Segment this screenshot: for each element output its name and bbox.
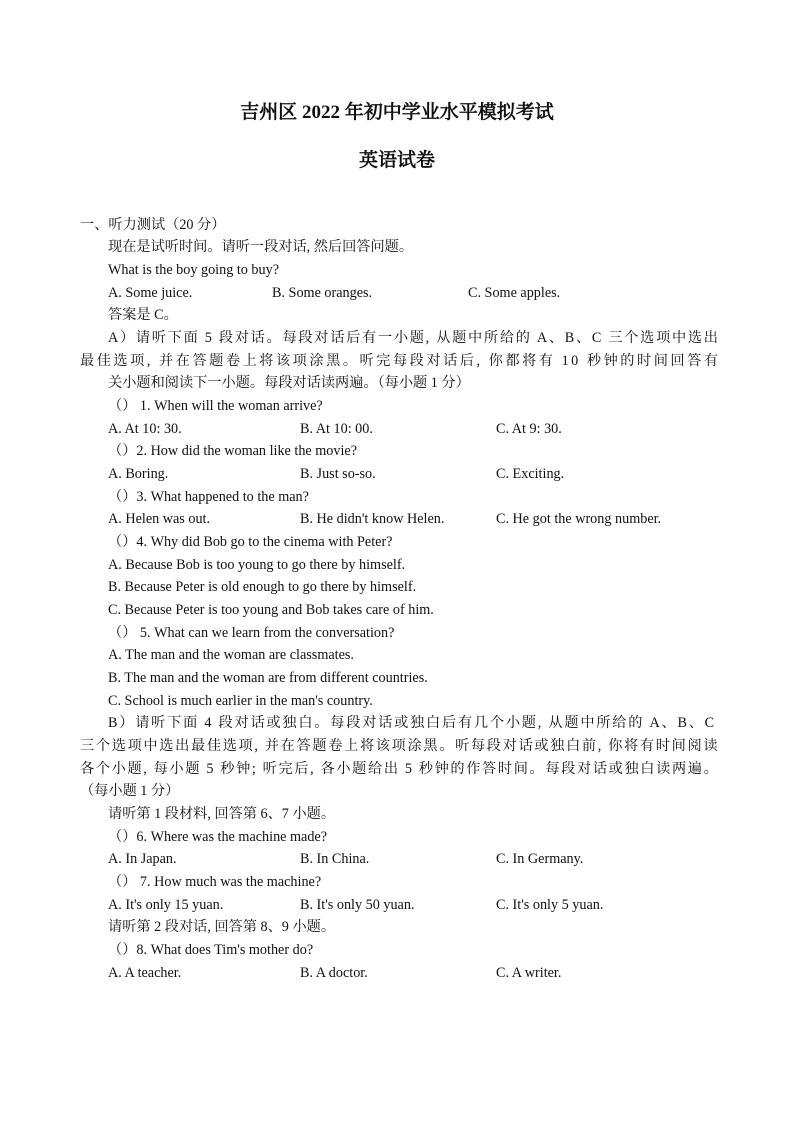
q7-option-c: C. It's only 5 yuan. xyxy=(496,897,604,913)
part-a-instructions-3: 关小题和阅读下一小题。每段对话读两遍。（每小题 1 分） xyxy=(108,375,470,391)
q7-option-b: B. It's only 50 yuan. xyxy=(300,897,415,913)
q7-option-a: A. It's only 15 yuan. xyxy=(108,897,224,913)
exam-subtitle: 英语试卷 xyxy=(358,150,435,171)
question-6: （）6. Where was the machine made? xyxy=(108,829,328,845)
q2-option-a: A. Boring. xyxy=(108,466,169,482)
part-b-instructions-1: B）请听下面 4 段对话或独白。每段对话或独白后有几个小题, 从题中所给的 A、B、C xyxy=(108,715,716,731)
q6-option-a: A. In Japan. xyxy=(108,851,177,867)
segment-1-instruction: 请听第 1 段材料, 回答第 6、7 小题。 xyxy=(108,806,336,822)
part-b-instructions-3: 各个小题, 每小题 5 秒钟; 听完后, 各小题给出 5 秒钟的作答时间。每段对话或独白读两遍。 xyxy=(80,761,720,777)
q8-option-c: C. A writer. xyxy=(496,965,562,981)
sample-option-b: B. Some oranges. xyxy=(272,285,373,301)
part-a-instructions-2: 最佳选项, 并在答题卷上将该项涂黑。听完每段对话后, 你都将有 10 秒钟的时间回答有 xyxy=(80,353,721,369)
question-8: （）8. What does Tim's mother do? xyxy=(108,942,314,958)
sample-question: What is the boy going to buy? xyxy=(108,262,280,278)
q4-option-a: A. Because Bob is too young to go there by himself. xyxy=(108,557,406,573)
question-4: （）4. Why did Bob go to the cinema with Peter? xyxy=(108,534,393,550)
q5-option-c: C. School is much earlier in the man's country. xyxy=(108,693,373,709)
q1-option-c: C. At 9: 30. xyxy=(496,421,562,437)
q5-option-b: B. The man and the woman are from different countries. xyxy=(108,670,428,686)
question-1: （） 1. When will the woman arrive? xyxy=(108,398,323,414)
q3-option-c: C. He got the wrong number. xyxy=(496,511,662,527)
question-3: （）3. What happened to the man? xyxy=(108,489,309,505)
q5-option-a: A. The man and the woman are classmates. xyxy=(108,647,354,663)
trial-intro: 现在是试听时间。请听一段对话, 然后回答问题。 xyxy=(108,239,414,255)
q6-option-b: B. In China. xyxy=(300,851,370,867)
exam-title: 吉州区 2022 年初中学业水平模拟考试 xyxy=(240,102,554,123)
part-b-instructions-4: （每小题 1 分） xyxy=(80,783,180,799)
part-a-instructions-1: A）请听下面 5 段对话。每段对话后有一小题, 从题中所给的 A、B、C 三个选项中选出 xyxy=(108,330,720,346)
sample-answer: 答案是 C。 xyxy=(108,307,178,323)
part-b-instructions-2: 三个选项中选出最佳选项, 并在答题卷上将该项涂黑。听每段对话或独白前, 你将有时间阅读 xyxy=(80,738,720,754)
sample-option-a: A. Some juice. xyxy=(108,285,193,301)
segment-2-instruction: 请听第 2 段对话, 回答第 8、9 小题。 xyxy=(108,919,336,935)
q2-option-b: B. Just so-so. xyxy=(300,466,376,482)
q3-option-b: B. He didn't know Helen. xyxy=(300,511,445,527)
question-7: （） 7. How much was the machine? xyxy=(108,874,322,890)
section-heading: 一、听力测试（20 分） xyxy=(80,217,226,233)
q4-option-b: B. Because Peter is old enough to go there by himself. xyxy=(108,579,417,595)
q1-option-b: B. At 10: 00. xyxy=(300,421,373,437)
sample-option-c: C. Some apples. xyxy=(468,285,561,301)
question-2: （）2. How did the woman like the movie? xyxy=(108,443,358,459)
q1-option-a: A. At 10: 30. xyxy=(108,421,182,437)
q3-option-a: A. Helen was out. xyxy=(108,511,211,527)
question-5: （） 5. What can we learn from the conversation? xyxy=(108,625,395,641)
q4-option-c: C. Because Peter is too young and Bob takes care of him. xyxy=(108,602,434,618)
q2-option-c: C. Exciting. xyxy=(496,466,565,482)
q8-option-a: A. A teacher. xyxy=(108,965,182,981)
q6-option-c: C. In Germany. xyxy=(496,851,584,867)
q8-option-b: B. A doctor. xyxy=(300,965,368,981)
